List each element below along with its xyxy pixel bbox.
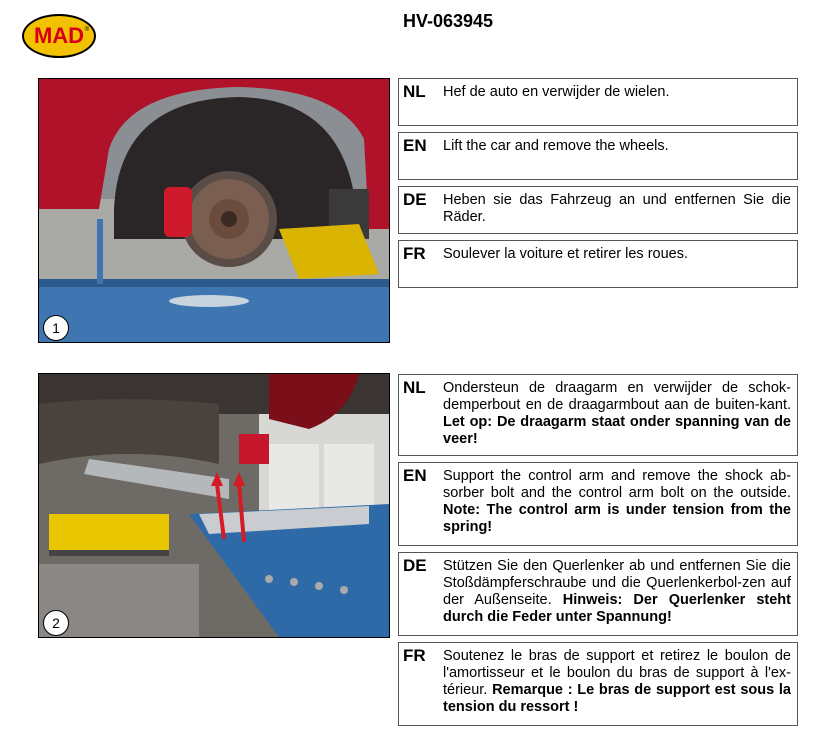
document-code: HV-063945 — [403, 11, 494, 31]
language-code: EN — [403, 466, 427, 485]
step-2-instruction-en — [398, 462, 798, 546]
instruction-text: Stützen Sie den Querlenker ab und entfernen Sie die Stoßdämpferschraube und die Querlenkerbol-zen auf der Außenseite. Hinweis: Der Querlenker steht durch die Feder unter Spannung! — [443, 558, 791, 625]
language-code: EN — [403, 136, 427, 155]
warning-note: Let op: De draagarm staat onder spanning van de veer! — [443, 414, 791, 447]
language-code: FR — [403, 244, 426, 263]
wheel-hub-photo-icon — [39, 79, 389, 342]
instruction-text: Ondersteun de draagarm en verwijder de schok-demperbout en de draagarmbout aan de buiten-kant. Let op: De draagarm staat onder spanning van de veer! — [443, 380, 791, 447]
step-1-instruction-nl — [398, 78, 798, 126]
step-2-instruction-de — [398, 552, 798, 636]
step-1-instruction-en — [398, 132, 798, 180]
language-code: NL — [403, 378, 426, 397]
instruction-text: Soulever la voiture et retirer les roues. — [443, 246, 688, 262]
step-1-instruction-fr — [398, 240, 798, 288]
control-arm-photo-icon — [39, 374, 389, 637]
instruction-text: Support the control arm and remove the shock ab-sorber bolt and the control arm bolt on the outside. Note: The control arm is under tension from the spring! — [443, 468, 791, 535]
language-code: DE — [403, 556, 427, 575]
warning-note: Remarque : Le bras de support est sous la tension du ressort ! — [443, 682, 791, 715]
step-1-instruction-de — [398, 186, 798, 234]
warning-note: Hinweis: Der Querlenker steht durch die Feder unter Spannung! — [443, 592, 791, 625]
step-2-instruction-fr — [398, 642, 798, 726]
step-number-badge: 1 — [43, 315, 69, 341]
language-code: FR — [403, 646, 426, 665]
instruction-text: Lift the car and remove the wheels. — [443, 138, 669, 154]
warning-note: Note: The control arm is under tension from the spring! — [443, 502, 791, 535]
step-number-badge: 2 — [43, 610, 69, 636]
instruction-text: Heben sie das Fahrzeug an und entfernen Sie die Räder. — [443, 192, 791, 225]
instruction-text: Soutenez le bras de support et retirez le boulon de l'amortisseur et le boulon du bras de support à l'ex-térieur. Remarque : Le bras de support est sous la tension du ressort ! — [443, 648, 791, 715]
logo-registered-mark: ® — [84, 27, 89, 33]
step-2-photo — [38, 373, 390, 638]
instruction-text: Hef de auto en verwijder de wielen. — [443, 84, 670, 100]
language-code: NL — [403, 82, 426, 101]
mad-logo — [22, 14, 96, 58]
step-2-instruction-nl — [398, 374, 798, 456]
logo-text: MAD — [33, 23, 85, 48]
language-code: DE — [403, 190, 427, 209]
step-1-photo — [38, 78, 390, 343]
